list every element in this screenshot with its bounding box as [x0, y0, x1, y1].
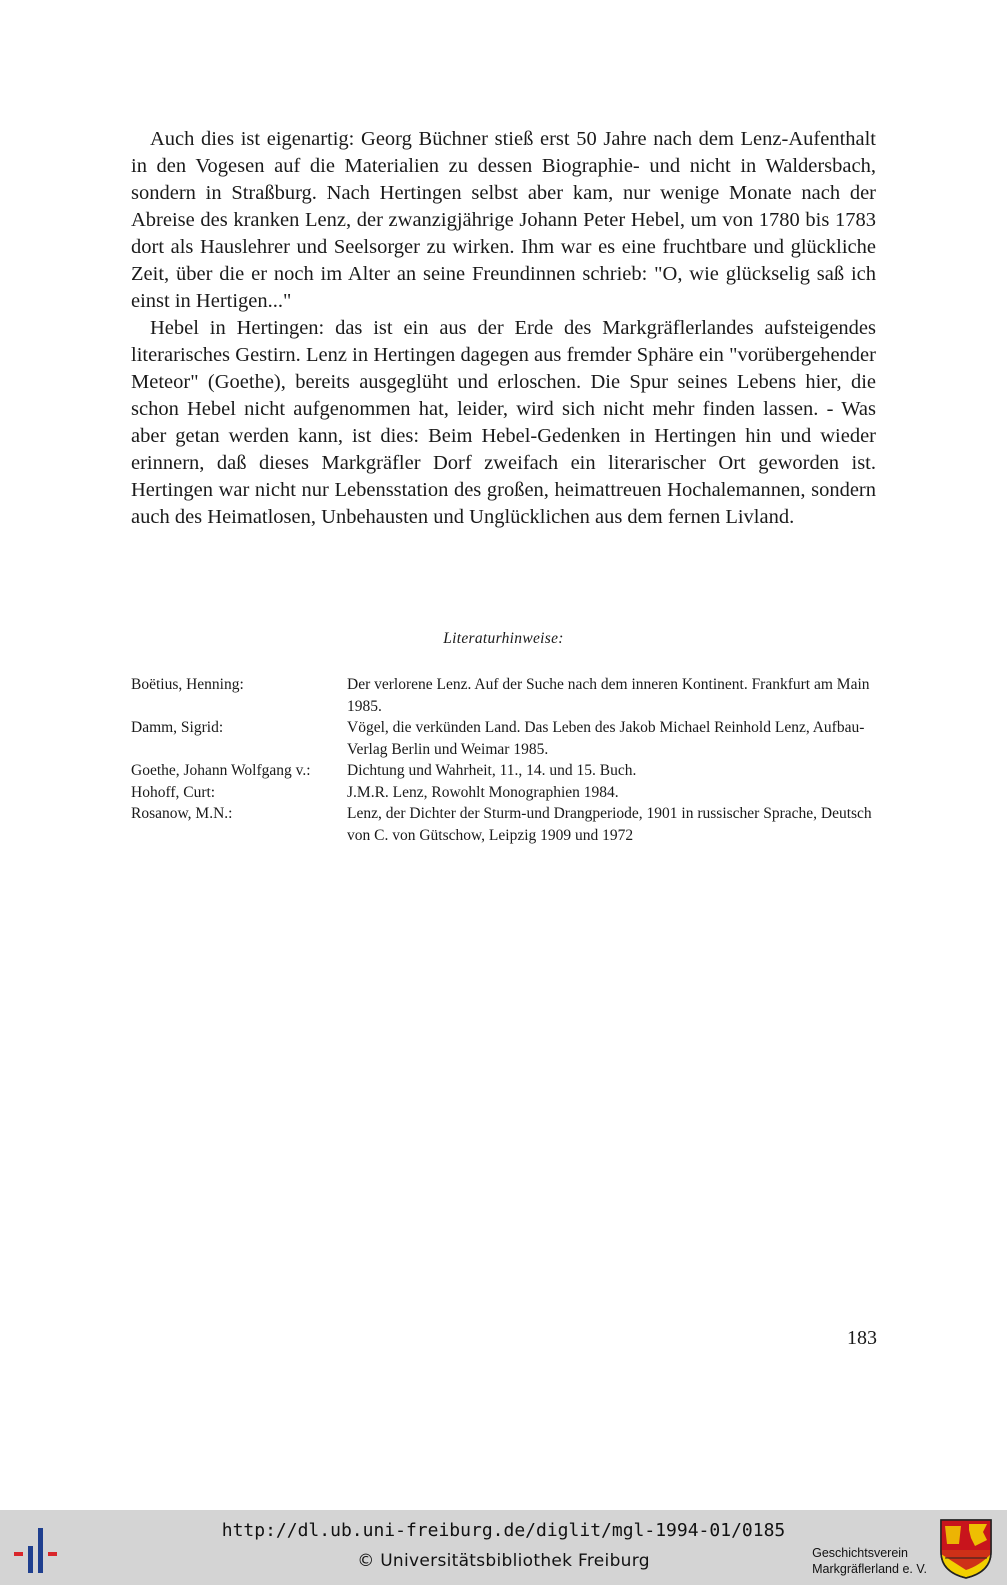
viewer-footer: [0, 1510, 1007, 1585]
entry-work: Vögel, die verkünden Land. Das Leben des Jakob Michael Reinhold Lenz, Aufbau-Verlag Berlin und Weimar 1985.: [347, 719, 865, 758]
literature-entry: [131, 782, 876, 804]
entry-work: J.M.R. Lenz, Rowohlt Monographien 1984.: [347, 783, 619, 801]
society-line-2: Markgräflerland e. V.: [812, 1562, 927, 1576]
literature-entry: [131, 674, 876, 717]
paragraph-1: Auch dies ist eigenartig: Georg Büchner stieß erst 50 Jahre nach dem Lenz-Aufenthalt in den Vogesen auf die Materialien zu dessen Biographie- und nicht in Waldersbach, sondern in Straßburg. Nach Hertingen selbst aber kam, nur wenige Monate nach der Abreise des kranken Lenz, der zwanzigjährige Johann Peter Hebel, um von 1780 bis 1783 dort als Hauslehrer und Seelsorger zu wirken. Ihm war es eine fruchtbare und glückliche Zeit, über die er noch im Alter an seine Freundinnen schrieb: "O, wie glückselig saß ich einst in Hertigen...": [131, 128, 876, 312]
entry-work: Dichtung und Wahrheit, 11., 14. und 15. Buch.: [347, 762, 637, 779]
entry-author: Damm, Sigrid:: [131, 719, 224, 736]
entry-author: Goethe, Johann Wolfgang v.:: [131, 762, 311, 779]
literature-entry: [131, 760, 876, 782]
literature-entry: [131, 803, 876, 846]
literature-list: [131, 674, 876, 846]
footer-url-link[interactable]: http://dl.ub.uni-freiburg.de/diglit/mgl-1994-01/0185: [221, 1520, 786, 1541]
society-line-1: Geschichtsverein: [812, 1546, 908, 1560]
footer-copyright: © Universitätsbibliothek Freiburg: [357, 1551, 650, 1571]
body-text: [131, 126, 876, 531]
entry-author: Rosanow, M.N.:: [131, 805, 233, 822]
literature-entry: [131, 717, 876, 760]
paragraph-2: Hebel in Hertingen: das ist ein aus der Erde des Markgräflerlandes aufsteigendes literarisches Gestirn. Lenz in Hertingen dagegen aus fremder Sphäre ein "vorübergehender Meteor" (Goethe), bereits ausgeglüht und erloschen. Die Spur seines Lebens hier, die schon Hebel nicht aufgenommen hat, leider, wird sich nicht mehr finden lassen. - Was aber getan werden kann, ist dies: Beim Hebel-Gedenken in Hertingen hin und wieder erinnern, daß dieses Markgräfler Dorf zweifach ein literarischer Ort geworden ist. Hertingen war nicht nur Lebensstation des großen, heimattreuen Hochalemannen, sondern auch des Heimatlosen, Unbehausten und Unglücklichen aus dem fernen Livland.: [131, 317, 876, 528]
society-name: [812, 1545, 927, 1577]
entry-work: Der verlorene Lenz. Auf der Suche nach dem inneren Kontinent. Frankfurt am Main 1985.: [347, 676, 870, 715]
entry-work: Lenz, der Dichter der Sturm-und Drangperiode, 1901 in russischer Sprache, Deutsch von C. von Gütschow, Leipzig 1909 und 1972: [347, 805, 872, 844]
page-number: 183: [847, 1327, 877, 1349]
entry-author: Hohoff, Curt:: [131, 783, 216, 801]
entry-author: Boëtius, Henning:: [131, 676, 244, 693]
coat-of-arms-icon[interactable]: [939, 1518, 993, 1580]
literature-heading: Literaturhinweise:: [443, 630, 564, 647]
